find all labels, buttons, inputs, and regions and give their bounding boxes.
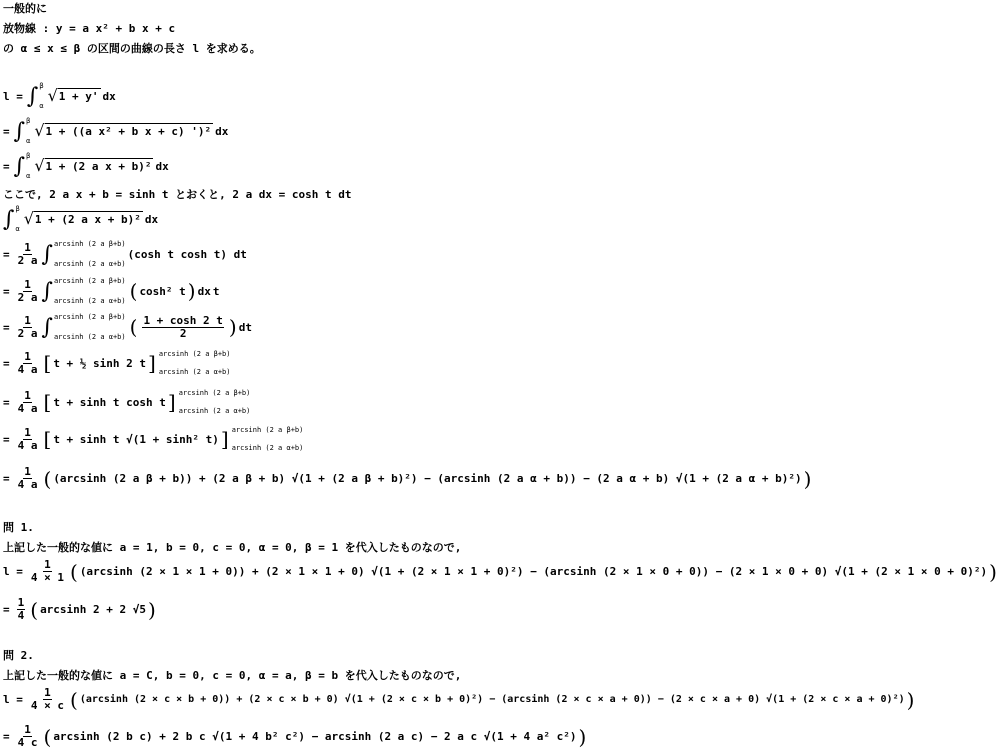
sqrt: √ 1 + y'	[47, 86, 99, 105]
q2-description: 上記した一般的な値に a = C, b = 0, c = 0, α = a, β = b を代入したものなので,	[3, 669, 462, 682]
q2-title: 問 2.	[3, 649, 34, 662]
step-10: = $\frac{1}{4 a}$ [ t + sinh t √(1 + sinh² t) ] arcsinh (2 a β+b) arcsinh (2 a α+b)	[3, 425, 304, 452]
step-7: = $\frac{1}{2 a}$ ∫ arcsinh (2 a β+b) arcsinh (2 a α+b) ( $\frac{1 + \cosh 2 t}{2}$ ) dt	[3, 313, 252, 341]
step-6: = $\frac{1}{2 a}$ ∫ arcsinh (2 a β+b) arcsinh (2 a α+b) ( cosh² t ) dx t	[3, 277, 220, 305]
step-9: = $\frac{1}{4 a}$ [ t + sinh t cosh t ] arcsinh (2 a β+b) arcsinh (2 a α+b)	[3, 388, 251, 415]
step-11: = $\frac{1}{4 a}$ ( (arcsinh (2 a β + b)) + (2 a β + b) √(1 + (2 a β + b)²) − (arcsinh (2 a α + b)) − (2 a α + b) √(1 + (2 a α + b)²) )	[3, 465, 812, 491]
substitution-text: ここで, 2 a x + b = sinh t とおくと, 2 a dx = cosh t dt	[3, 188, 352, 201]
step-4: ∫ β α √ 1 + (2 a x + b)² dx	[3, 205, 159, 233]
integral-sign: ∫	[26, 83, 39, 109]
step-1: l = ∫ β α √ 1 + y' dx	[3, 82, 116, 110]
step-2: = ∫ β α √ 1 + ((a x² + b x + c) ')² dx	[3, 117, 229, 145]
intro-line-1: 一般的に	[3, 2, 47, 15]
intro-line-2: 放物線 : y = a x² + b x + c	[3, 22, 176, 35]
step-8: = $\frac{1}{4 a}$ [ t + ½ sinh 2 t ] arcsinh (2 a β+b) arcsinh (2 a α+b)	[3, 349, 231, 376]
q1-expression: l = $\frac{1}{4 \times 1}$ ( (arcsinh (2 × 1 × 1 + 0)) + (2 × 1 × 1 + 0) √(1 + (2 × 1 × 1 + 0)²) − (arcsinh (2 × 1 × 0 + 0)) − (2 × 1 × 0 + 0) √(1 + (2 × 1 × 0 + 0)²) )	[3, 558, 997, 584]
q1-result: = $\frac{1}{4}$ ( arcsinh 2 + 2 √5 )	[3, 596, 156, 622]
q2-result: = $\frac{1}{4 c}$ ( arcsinh (2 b c) + 2 b c √(1 + 4 b² c²) − arcsinh (2 a c) − 2 a c √(1 + 4 a² c²) )	[3, 723, 587, 749]
q1-title: 問 1.	[3, 521, 34, 534]
step-3: = ∫ β α √ 1 + (2 a x + b)² dx	[3, 152, 169, 180]
q2-expression: l = $\frac{1}{4 \times c}$ ( (arcsinh (2 × c × b + 0)) + (2 × c × b + 0) √(1 + (2 × c × b + 0)²) − (arcsinh (2 × c × a + 0)) − (2 × c × a + 0) √(1 + (2 × c × a + 0)²) )	[3, 686, 915, 712]
intro-line-3: の α ≤ x ≤ β の区間の曲線の長さ l を求める。	[3, 42, 261, 55]
q1-description: 上記した一般的な値に a = 1, b = 0, c = 0, α = 0, β = 1 を代入したものなので,	[3, 541, 462, 554]
step-5: = $\frac{1}{2 a}$ ∫ arcsinh (2 a β+b) arcsinh (2 a α+b) (cosh t cosh t) dt	[3, 240, 247, 268]
